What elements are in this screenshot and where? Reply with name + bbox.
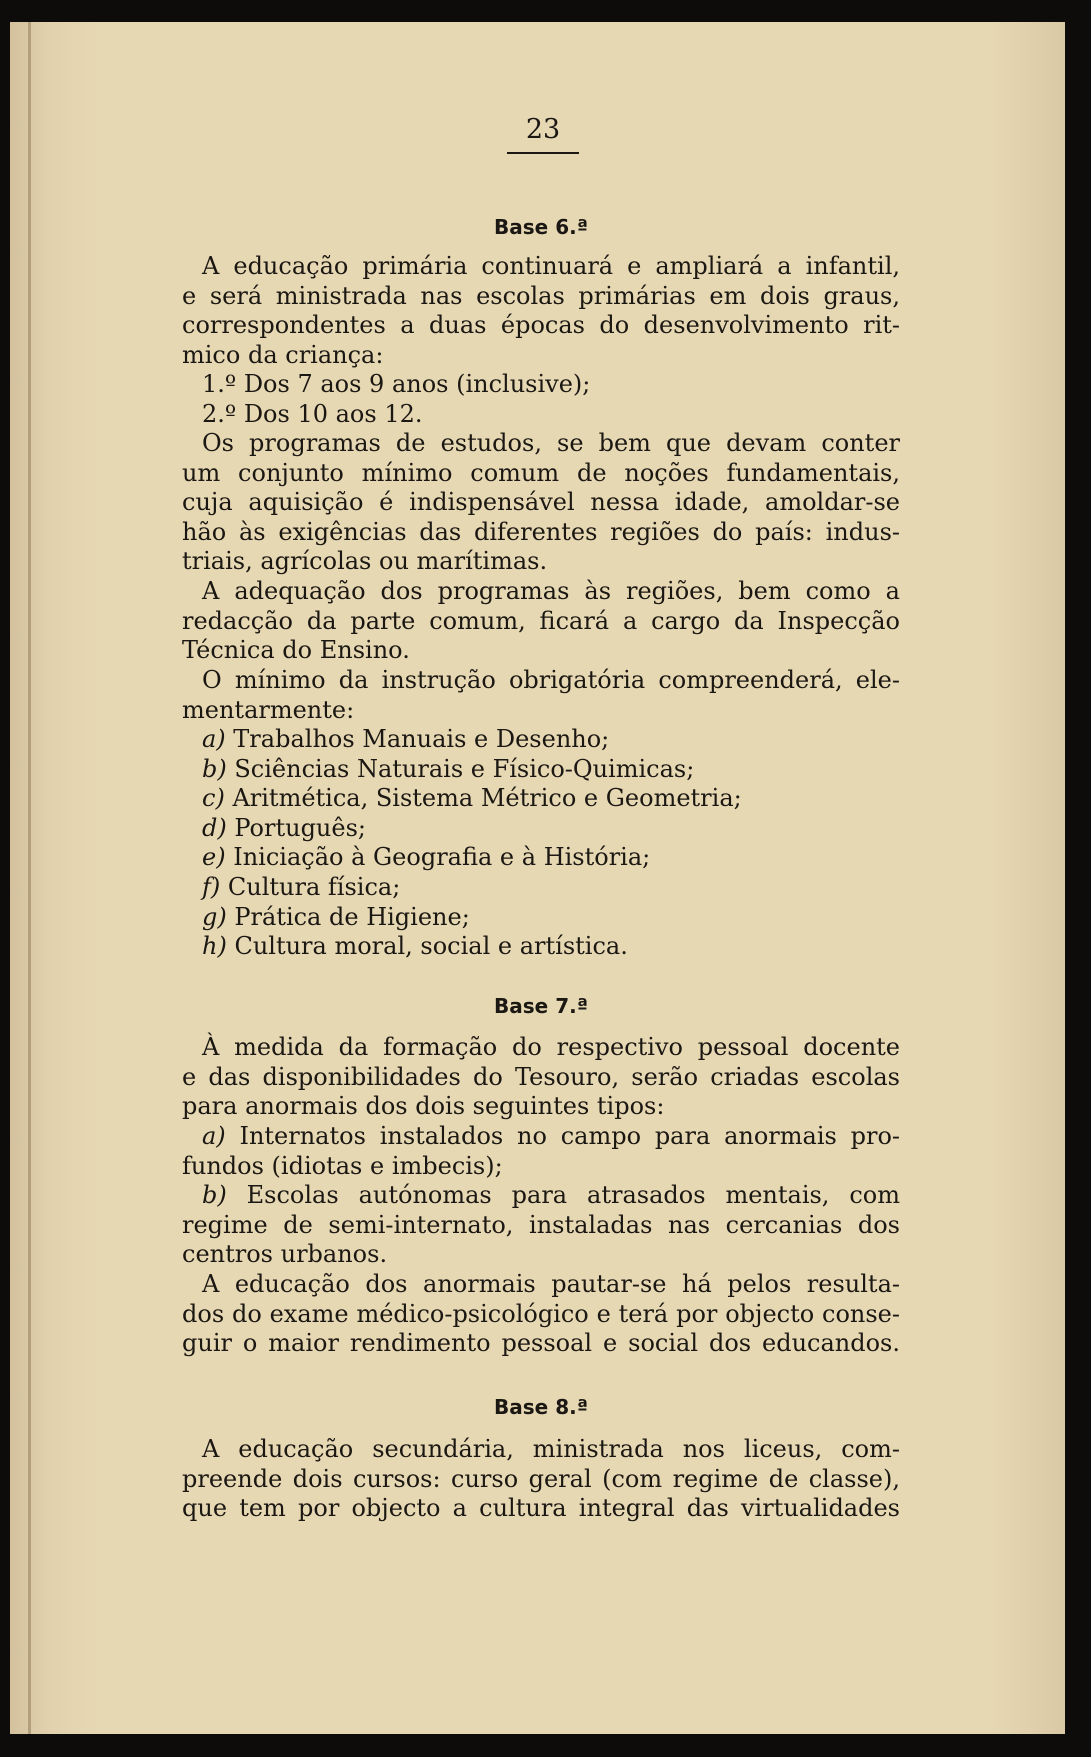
base-6-paragraph-3 — [182, 577, 900, 666]
list-item — [182, 843, 900, 873]
text-line: e será ministrada nas escolas primárias em dois graus, — [182, 281, 900, 310]
base-6-paragraph-4 — [182, 666, 900, 725]
grade-line: 2.º Dos 10 aos 12. — [202, 399, 423, 428]
section-heading-base-7: Base 7.ª — [494, 994, 588, 1018]
text-line: mico da criança: — [182, 340, 384, 369]
base-7-item-a — [182, 1122, 900, 1181]
text-line: guir o maior rendimento pessoal e social dos educandos. — [182, 1329, 900, 1358]
text-line: Os programas de estudos, se bem que devam conter — [202, 429, 900, 457]
base-6-paragraph-1 — [182, 252, 900, 370]
item-text: Aritmética, Sistema Métrico e Geometria; — [224, 784, 742, 813]
list-item — [182, 755, 900, 785]
item-text: Cultura moral, social e artística. — [226, 932, 628, 961]
list-item — [182, 903, 900, 933]
text-line: correspondentes a duas épocas do desenvolvimento rit- — [182, 311, 900, 340]
text-line: preende dois cursos: curso geral (com regime de classe), — [182, 1464, 900, 1493]
base-8-paragraph-1 — [182, 1435, 900, 1524]
list-item — [182, 784, 900, 814]
item-text: Trabalhos Manuais e Desenho; — [225, 725, 610, 753]
item-text: Prática de Higiene; — [226, 902, 470, 931]
item-letter: h) — [202, 932, 227, 961]
text-line — [182, 1181, 900, 1211]
item-text: Escolas autónomas para atrasados mentais, com — [226, 1181, 900, 1209]
section-heading-base-6: Base 6.ª — [494, 215, 588, 239]
section-heading-base-8: Base 8.ª — [494, 1395, 588, 1419]
item-letter: e) — [202, 843, 226, 872]
text-line: regime de semi-internato, instaladas nas cercanias dos — [182, 1210, 900, 1239]
list-item — [182, 725, 900, 755]
text-line: Técnica do Ensino. — [182, 636, 410, 665]
list-item — [182, 814, 900, 844]
text-line: para anormais dos dois seguintes tipos: — [182, 1092, 665, 1121]
item-letter: b) — [202, 754, 227, 783]
base-6-grades — [182, 370, 900, 429]
grade-line: 1.º Dos 7 aos 9 anos (inclusive); — [202, 370, 591, 398]
text-line: hão às exigências das diferentes regiões do país: indus- — [182, 517, 900, 546]
binding-edge — [28, 22, 31, 1734]
item-letter: a) — [202, 725, 226, 753]
text-line: que tem por objecto a cultura integral das virtualidades — [182, 1494, 900, 1523]
item-text: Português; — [226, 813, 366, 842]
text-line: A educação secundária, ministrada nos liceus, com- — [202, 1435, 900, 1463]
base-7-paragraph-1 — [182, 1033, 900, 1122]
text-line: fundos (idiotas e imbecis); — [182, 1151, 503, 1180]
item-letter: c) — [202, 784, 225, 813]
text-line: O mínimo da instrução obrigatória compreenderá, ele- — [202, 666, 900, 694]
text-line: e das disponibilidades do Tesouro, serão criadas escolas — [182, 1062, 900, 1091]
base-6-subject-list — [182, 725, 900, 962]
item-letter: a) — [202, 1122, 226, 1150]
text-line: dos do exame médico-psicológico e terá por objecto conse- — [182, 1299, 900, 1328]
item-text: Cultura física; — [220, 872, 401, 901]
item-letter: g) — [202, 902, 227, 931]
item-text: Iniciação à Geografia e à História; — [225, 843, 651, 872]
base-6-paragraph-2 — [182, 429, 900, 577]
text-line — [182, 1122, 900, 1152]
text-line: redacção da parte comum, ficará a cargo da Inspecção — [182, 606, 900, 635]
text-line: triais, agrícolas ou marítimas. — [182, 547, 548, 576]
text-line: mentarmente: — [182, 695, 355, 724]
text-line: A educação primária continuará e ampliará a infantil, — [202, 252, 900, 280]
text-line: centros urbanos. — [182, 1240, 388, 1269]
text-line: À medida da formação do respectivo pessoal docente — [202, 1033, 900, 1061]
list-item — [182, 873, 900, 903]
page-number-rule — [507, 152, 579, 154]
book-page — [10, 22, 1065, 1734]
text-line: A educação dos anormais pautar-se há pelos resulta- — [202, 1270, 900, 1298]
text-line: A adequação dos programas às regiões, bem como a — [202, 577, 900, 605]
item-text: Internatos instalados no campo para anormais pro- — [225, 1122, 900, 1150]
text-line: um conjunto mínimo comum de noções fundamentais, — [182, 458, 900, 487]
item-letter: f) — [202, 872, 221, 901]
item-letter: b) — [202, 1181, 227, 1209]
text-line: cuja aquisição é indispensável nessa idade, amoldar-se — [182, 488, 900, 517]
base-7-paragraph-2 — [182, 1270, 900, 1359]
item-letter: d) — [202, 813, 227, 842]
item-text: Sciências Naturais e Físico-Quimicas; — [226, 754, 695, 783]
page-number: 23 — [525, 114, 561, 145]
base-7-item-b — [182, 1181, 900, 1270]
list-item — [182, 932, 900, 962]
